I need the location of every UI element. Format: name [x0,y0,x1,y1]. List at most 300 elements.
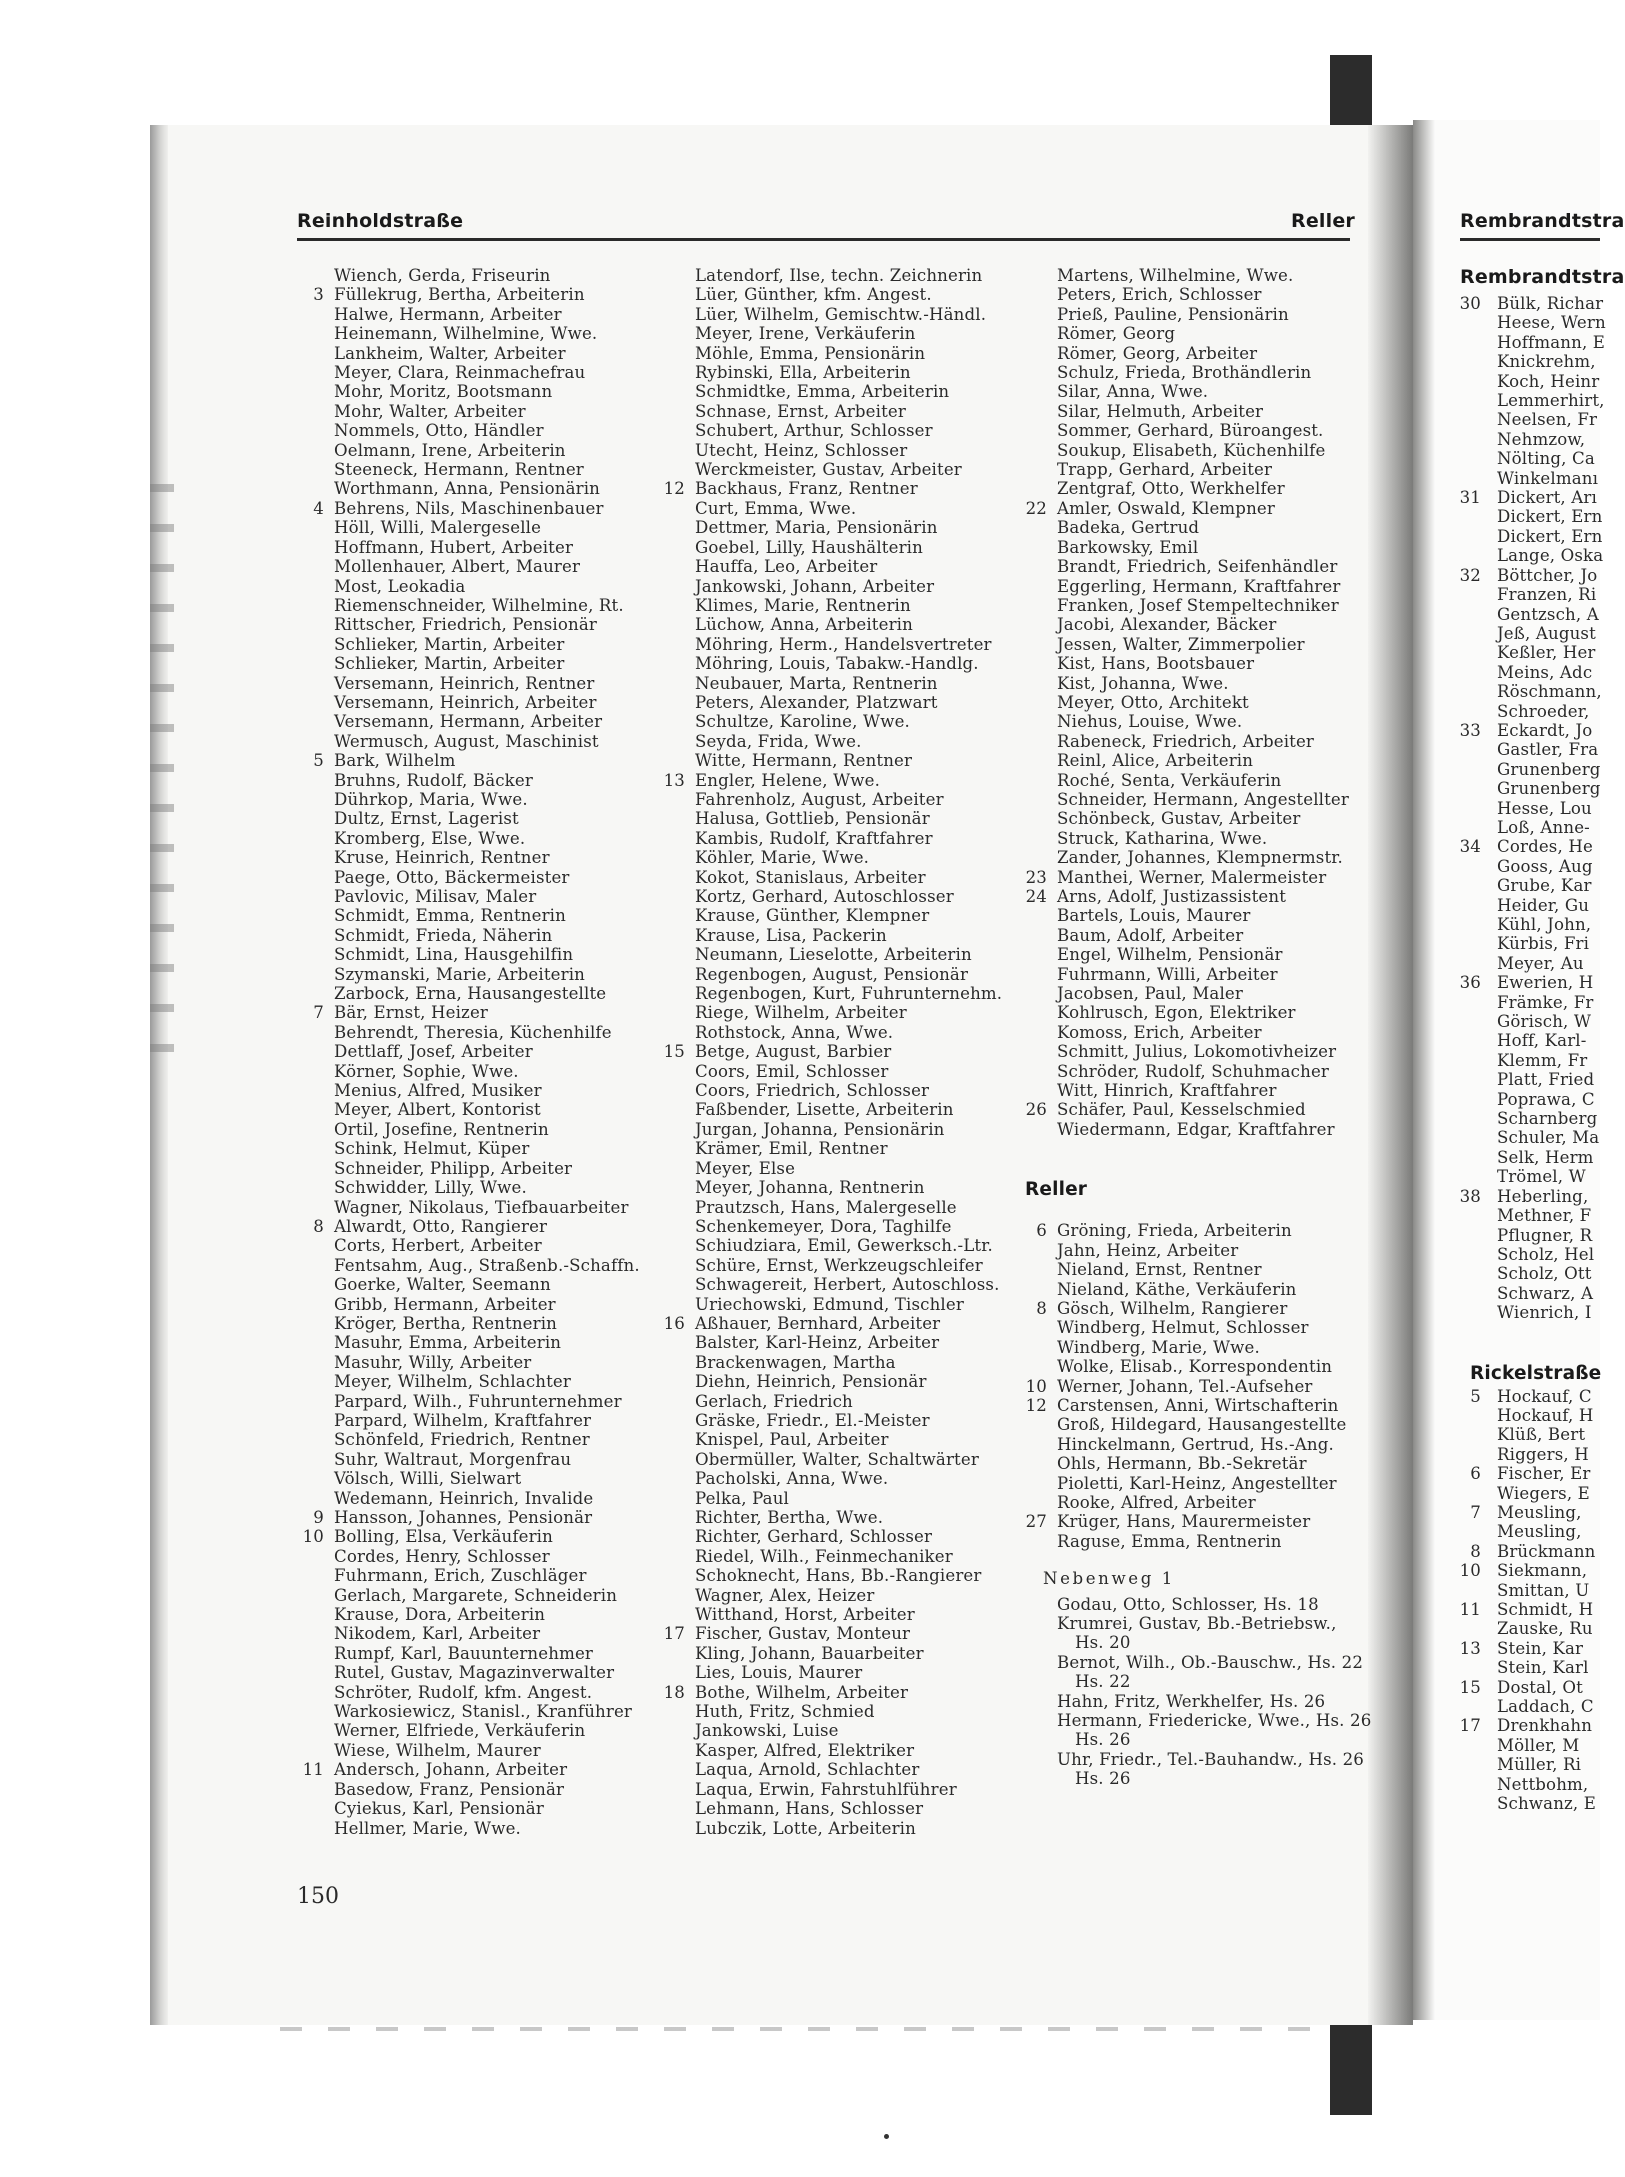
resident-text: Hansson, Johannes, Pensionär [334,1508,593,1527]
section-gap [1497,1323,1600,1361]
directory-entry [695,1100,1002,1119]
directory-entry [695,1644,1002,1663]
directory-entry [1057,402,1371,421]
resident-text: Peters, Alexander, Platzwart [695,692,938,712]
resident-text: Suhr, Waltraut, Morgenfrau [334,1449,572,1469]
resident-text: Richter, Bertha, Wwe. [695,1508,884,1527]
directory-entry [1459,488,1600,508]
resident-text: Grunenberg [1497,759,1601,779]
resident-text: Riemenschneider, Wilhelmine, Rt. [334,595,624,615]
directory-entry [695,984,1002,1003]
directory-entry [1497,1031,1600,1050]
resident-text: Schwagereit, Herbert, Autoschloss. [695,1275,1000,1295]
house-number: 27 [1025,1512,1047,1532]
resident-text: Scholz, Ott [1497,1264,1592,1284]
resident-text: Zarbock, Erna, Hausangestellte [334,984,607,1004]
resident-text: Parpard, Wilhelm, Kraftfahrer [334,1410,592,1430]
resident-text: Bernot, Wilh., Ob.-Bauschw., Hs. 22 [1057,1652,1364,1672]
resident-text: Hoffmann, Hubert, Arbeiter [334,537,574,557]
directory-entry [334,1275,640,1294]
resident-text: Hs. 22 [1075,1672,1131,1692]
resident-text: Uhr, Friedr., Tel.-Bauhandw., Hs. 26 [1057,1749,1365,1769]
directory-entry [1459,837,1600,857]
resident-text: Schenkemeyer, Dora, Taghilfe [695,1216,952,1236]
house-number: 36 [1459,973,1481,993]
directory-entry [695,1236,1002,1255]
resident-text: Pavlovic, Milisav, Maler [334,887,537,906]
resident-text: Manthei, Werner, Malermeister [1057,867,1327,887]
directory-entry [334,615,640,634]
directory-entry [1057,1280,1371,1299]
directory-entry [1057,577,1371,596]
directory-entry [1057,363,1371,382]
directory-entry [334,1489,640,1508]
directory-entry [334,305,640,324]
directory-entry [313,1508,640,1527]
resident-text: Nölting, Ca [1497,449,1595,469]
directory-entry [695,1780,1002,1799]
directory-entry [1057,1454,1371,1473]
directory-entry [1497,799,1600,818]
directory-entry [1057,1042,1371,1061]
resident-text: Klüß, Bert [1497,1425,1586,1445]
right-page-shadow [1413,120,1435,2020]
directory-entry [695,499,1002,518]
directory-entry [334,868,640,887]
directory-entry [695,577,1002,596]
directory-entry [695,1178,1002,1197]
directory-entry [334,266,640,285]
next-page-running-head: Rembrandtstra [1460,210,1625,232]
resident-text: Peters, Erich, Schlosser [1057,285,1262,305]
resident-text: Körner, Sophie, Wwe. [334,1061,519,1081]
directory-entry [334,1198,640,1217]
resident-text: Jacobi, Alexander, Bäcker [1057,615,1277,635]
resident-text: Behrens, Nils, Maschinenbauer [334,498,604,518]
directory-entry [1497,779,1600,798]
resident-text: Schmidtke, Emma, Arbeiterin [695,382,950,402]
resident-text: Hahn, Fritz, Werkhelfer, Hs. 26 [1057,1691,1326,1711]
resident-text: Krause, Dora, Arbeiterin [334,1605,546,1625]
directory-entry [695,1489,1002,1508]
directory-entry [334,518,640,537]
directory-entry [695,1508,1002,1527]
resident-text: Neubauer, Marta, Rentnerin [695,673,938,693]
directory-entry [1497,1264,1600,1283]
resident-text: Fahrenholz, August, Arbeiter [695,789,944,809]
directory-entry [1057,1318,1371,1337]
directory-entry [695,1663,1002,1682]
resident-text: Struck, Katharina, Wwe. [1057,828,1268,848]
resident-text: Nikodem, Karl, Arbeiter [334,1624,541,1644]
resident-text: Pelka, Paul [695,1488,790,1508]
directory-entry [334,1023,640,1042]
resident-text: Scharnberg [1497,1109,1598,1129]
directory-entry [334,1741,640,1760]
resident-text: Gräske, Friedr., El.-Meister [695,1410,930,1430]
resident-text: Kromberg, Else, Wwe. [334,828,526,848]
directory-entry [334,460,640,479]
directory-entry [695,441,1002,460]
resident-text: Amler, Oswald, Klempner [1057,498,1275,518]
directory-entry [1470,1502,1600,1522]
directory-entry [695,1159,1002,1178]
resident-text: Engler, Helene, Wwe. [695,770,881,790]
directory-entry [695,712,1002,731]
directory-entry [1497,1206,1600,1225]
directory-entry [1497,993,1600,1012]
directory-entry [695,1256,1002,1275]
directory-entry [695,1450,1002,1469]
resident-text: Wiench, Gerda, Friseurin [334,266,551,285]
resident-text: Böttcher, Jo [1497,565,1598,585]
directory-entry [1057,1692,1371,1711]
resident-text: Franzen, Ri [1497,585,1597,605]
street-heading-reller: Reller [1025,1179,1088,1201]
directory-entry [695,693,1002,712]
directory-entry [1057,809,1371,828]
resident-text: Halwe, Hermann, Arbeiter [334,304,562,324]
directory-entry [1057,926,1371,945]
resident-text: Meins, Adc [1497,662,1593,682]
resident-text: Stein, Kar [1497,1638,1584,1658]
resident-text: Meyer, Irene, Verkäuferin [695,324,916,344]
directory-entry [1497,1581,1600,1600]
directory-entry [1057,984,1371,1003]
directory-entry [1025,867,1371,887]
directory-entry [695,732,1002,751]
resident-text: Mohr, Walter, Arbeiter [334,401,526,421]
directory-entry [334,1469,640,1488]
house-number: 33 [1459,720,1481,740]
resident-text: Curt, Emma, Wwe. [695,498,857,518]
resident-text: Aßhauer, Bernhard, Arbeiter [695,1313,941,1333]
rickel-entries [1459,1386,1600,1814]
directory-entry [1057,906,1371,925]
resident-text: Gentzsch, A [1497,604,1599,624]
resident-text: Pflugner, R [1497,1225,1593,1245]
resident-text: Schink, Helmut, Küper [334,1139,530,1159]
directory-entry [695,363,1002,382]
directory-entry [1057,266,1371,285]
directory-entry [663,1042,1002,1062]
resident-text: Dostal, Ot [1497,1677,1584,1697]
resident-text: Loß, Anne- [1497,817,1590,837]
resident-text: Schmidt, Emma, Rentnerin [334,906,566,926]
next-page-header-rule [1460,238,1600,241]
directory-entry [695,1547,1002,1566]
directory-entry [1057,557,1371,576]
resident-text: Versemann, Hermann, Arbeiter [334,712,603,732]
directory-entry [1497,1167,1600,1186]
resident-text: Rooke, Alfred, Arbeiter [1057,1492,1256,1512]
directory-entry [1497,818,1600,837]
resident-text: Jessen, Walter, Zimmerpolier [1057,634,1305,654]
directory-entry [1036,1221,1371,1241]
directory-entry [1497,526,1603,546]
running-head-right: Reller [1291,210,1355,232]
directory-entry [313,751,640,771]
resident-text: Steeneck, Hermann, Rentner [334,460,584,480]
directory-entry [334,1430,640,1449]
resident-text: Lemmerhirt, [1497,391,1605,411]
resident-text: Koch, Heinr [1497,371,1600,391]
resident-text: Kling, Johann, Bauarbeiter [695,1643,924,1663]
directory-entry [695,829,1002,848]
resident-text: Schwidder, Lilly, Wwe. [334,1178,527,1198]
scan-speck [884,2134,889,2139]
directory-entry [334,479,640,498]
directory-entry [1057,732,1371,751]
directory-entry [695,887,1002,906]
directory-entry [334,1392,640,1411]
directory-entry [695,1275,1002,1294]
resident-text: Engel, Wilhelm, Pensionär [1057,945,1283,965]
resident-text: Schulz, Frieda, Brothändlerin [1057,363,1312,383]
directory-entry [1497,857,1600,876]
directory-entry [663,1313,1002,1333]
resident-text: Laddach, C [1497,1697,1594,1717]
directory-entry [1470,1541,1600,1561]
directory-entry [334,790,640,809]
resident-text: Laqua, Arnold, Schlachter [695,1760,920,1780]
directory-entry [1497,391,1605,411]
resident-text: Backhaus, Franz, Rentner [695,479,918,499]
resident-text: Schubert, Arthur, Schlosser [695,421,933,441]
directory-entry [695,266,1002,285]
resident-text: Wolke, Elisab., Korrespondentin [1057,1357,1333,1377]
directory-entry [1459,565,1600,585]
directory-entry [695,1392,1002,1411]
reller-entries [1025,1221,1371,1551]
directory-entry [1497,605,1600,624]
directory-entry [695,1702,1002,1721]
directory-entry [1497,1303,1600,1322]
directory-entry [1025,1100,1371,1120]
directory-entry [334,887,640,906]
directory-entry [1025,1512,1371,1532]
street-heading-rickelstrasse: Rickelstraße [1470,1362,1602,1384]
directory-entry [1057,1750,1371,1769]
directory-entry [302,1527,640,1547]
resident-text: Rybinski, Ella, Arbeiterin [695,363,911,383]
directory-entry [1497,1284,1600,1303]
directory-entry [1057,1357,1371,1376]
house-number: 6 [1036,1221,1047,1241]
directory-entry [695,1081,1002,1100]
directory-entry [313,498,640,518]
directory-entry [695,1062,1002,1081]
directory-entry [334,557,640,576]
resident-text: Baum, Adolf, Arbeiter [1057,925,1244,945]
resident-text: Jahn, Heinz, Arbeiter [1057,1240,1239,1260]
directory-entry [663,770,1002,790]
directory-entry [1497,1697,1600,1716]
resident-text: Franken, Josef Stempeltechniker [1057,595,1339,615]
resident-text: Kühl, John, [1497,915,1592,934]
nebenweg-entries [1057,1595,1371,1789]
resident-text: Stein, Karl [1497,1658,1589,1678]
resident-text: Mollenhauer, Albert, Maurer [334,557,581,577]
resident-text: Meyer, Wilhelm, Schlachter [334,1372,571,1392]
resident-text: Schmitt, Julius, Lokomotivheizer [1057,1042,1337,1062]
house-number: 10 [302,1527,324,1547]
resident-text: Poprawa, C [1497,1089,1595,1109]
resident-text: Schmidt, H [1497,1600,1594,1619]
house-number: 3 [313,285,324,305]
directory-entry [1497,352,1600,371]
resident-text: Füllekrug, Bertha, Arbeiterin [334,285,585,305]
resident-text: Bothe, Wilhelm, Arbeiter [695,1682,909,1702]
resident-text: Kröger, Bertha, Rentnerin [334,1313,558,1333]
house-number: 38 [1459,1186,1481,1206]
resident-text: Jankowski, Johann, Arbeiter [695,576,935,596]
running-head-left: Reinholdstraße [297,210,464,232]
directory-entry [1057,1474,1371,1493]
resident-text: Jeß, August [1497,623,1596,643]
resident-text: Paege, Otto, Bäckermeister [334,867,570,887]
house-number: 15 [663,1042,685,1062]
directory-entry [1497,876,1600,895]
directory-entry [695,1120,1002,1139]
directory-entry [1497,1522,1600,1541]
header-rule [297,238,1350,241]
directory-entry [695,965,1002,984]
directory-entry [334,1780,640,1799]
directory-entry [1057,1711,1371,1730]
directory-entry [334,1062,640,1081]
directory-column-2 [663,266,1003,1838]
resident-text: Möhle, Emma, Pensionärin [695,343,926,363]
resident-text: Heinemann, Wilhelmine, Wwe. [334,324,598,344]
resident-text: Windberg, Marie, Wwe. [1057,1337,1260,1357]
directory-entry [1497,643,1600,662]
directory-entry [334,1547,640,1566]
resident-text: Goerke, Walter, Seemann [334,1275,551,1295]
resident-text: Schmidt, Frieda, Näherin [334,925,553,945]
directory-entry [334,1139,640,1158]
resident-text: Szymanski, Marie, Arbeiterin [334,964,585,984]
resident-text: Bülk, Richar [1497,294,1604,313]
directory-entry [1497,546,1604,566]
directory-entry [1057,1435,1371,1454]
resident-text: Pacholski, Anna, Wwe. [695,1469,889,1489]
directory-entry [695,1430,1002,1449]
directory-entry [1057,965,1371,984]
resident-text: Kruse, Heinrich, Rentner [334,848,550,868]
house-number: 10 [1025,1376,1047,1396]
directory-entry [695,1139,1002,1158]
directory-entry [334,1683,640,1702]
directory-entry [334,1644,640,1663]
resident-text: Richter, Gerhard, Schlosser [695,1527,933,1547]
house-number: 16 [663,1313,685,1333]
resident-text: Kürbis, Fri [1497,934,1590,954]
resident-text: Siekmann, [1497,1561,1588,1581]
directory-entry [334,1566,640,1585]
directory-entry [695,1760,1002,1779]
resident-text: Kokot, Stanislaus, Arbeiter [695,867,926,887]
directory-entry [334,1702,640,1721]
resident-text: Corts, Herbert, Arbeiter [334,1236,542,1256]
resident-text: Ohls, Hermann, Bb.-Sekretär [1057,1454,1307,1474]
resident-text: Meyer, Else [695,1158,796,1178]
directory-entry [695,1469,1002,1488]
resident-text: Krüger, Hans, Maurermeister [1057,1512,1311,1532]
directory-entry [1057,1730,1371,1749]
house-number: 31 [1459,488,1481,508]
resident-text: Lies, Louis, Maurer [695,1663,863,1683]
directory-entry [695,848,1002,867]
resident-text: Cordes, He [1497,837,1593,857]
directory-entry [1497,1484,1600,1503]
directory-entry [1459,1186,1600,1206]
resident-text: Schuler, Ma [1497,1128,1600,1148]
directory-entry [1057,344,1371,363]
resident-text: Gröning, Frieda, Arbeiterin [1057,1221,1292,1241]
resident-text: Oelmann, Irene, Arbeiterin [334,440,566,460]
resident-text: Krause, Günther, Klempner [695,906,930,926]
directory-entry [695,1353,1002,1372]
directory-entry [1036,1298,1371,1318]
resident-text: Niehus, Louise, Wwe. [1057,712,1243,732]
directory-entry [695,557,1002,576]
directory-entry [334,1353,640,1372]
directory-entry [334,1663,640,1682]
resident-text: Gribb, Hermann, Arbeiter [334,1294,556,1314]
house-number: 32 [1459,565,1481,585]
directory-entry [1057,596,1371,615]
resident-text: Fentsahm, Aug., Straßenb.-Schaffn. [334,1255,640,1275]
directory-entry [1497,585,1600,604]
directory-entry [334,1295,640,1314]
resident-text: Gooss, Aug [1497,856,1593,876]
directory-entry [1057,538,1371,557]
directory-entry [334,1236,640,1255]
resident-text: Methner, F [1497,1206,1592,1226]
directory-entry [334,538,640,557]
directory-entry [695,751,1002,770]
resident-text: Hockauf, C [1497,1386,1592,1406]
house-number: 8 [1036,1298,1047,1318]
resident-text: Godau, Otto, Schlosser, Hs. 18 [1057,1594,1319,1614]
resident-text: Nehmzow, [1497,429,1586,449]
directory-entry [1497,430,1600,449]
directory-entry [1497,313,1606,333]
directory-entry [695,305,1002,324]
directory-entry [695,1586,1002,1605]
directory-entry [334,1120,640,1139]
directory-entry [1497,1425,1600,1444]
directory-entry [1497,740,1600,759]
directory-entry [334,906,640,925]
house-number: 17 [663,1624,685,1644]
resident-text: Schwanz, E [1497,1794,1597,1814]
directory-entry [695,1003,1002,1022]
resident-text: Coors, Friedrich, Schlosser [695,1081,930,1101]
resident-text: Most, Leokadia [334,576,466,596]
directory-entry [695,1527,1002,1546]
house-number: 7 [313,1003,324,1023]
directory-entry [1497,1775,1600,1794]
resident-text: Köhler, Marie, Wwe. [695,848,870,868]
directory-entry [1057,1595,1371,1614]
directory-entry [1057,479,1371,498]
directory-entry [334,674,640,693]
directory-entry [695,460,1002,479]
directory-entry [1459,720,1600,740]
directory-entry [1057,1493,1371,1512]
